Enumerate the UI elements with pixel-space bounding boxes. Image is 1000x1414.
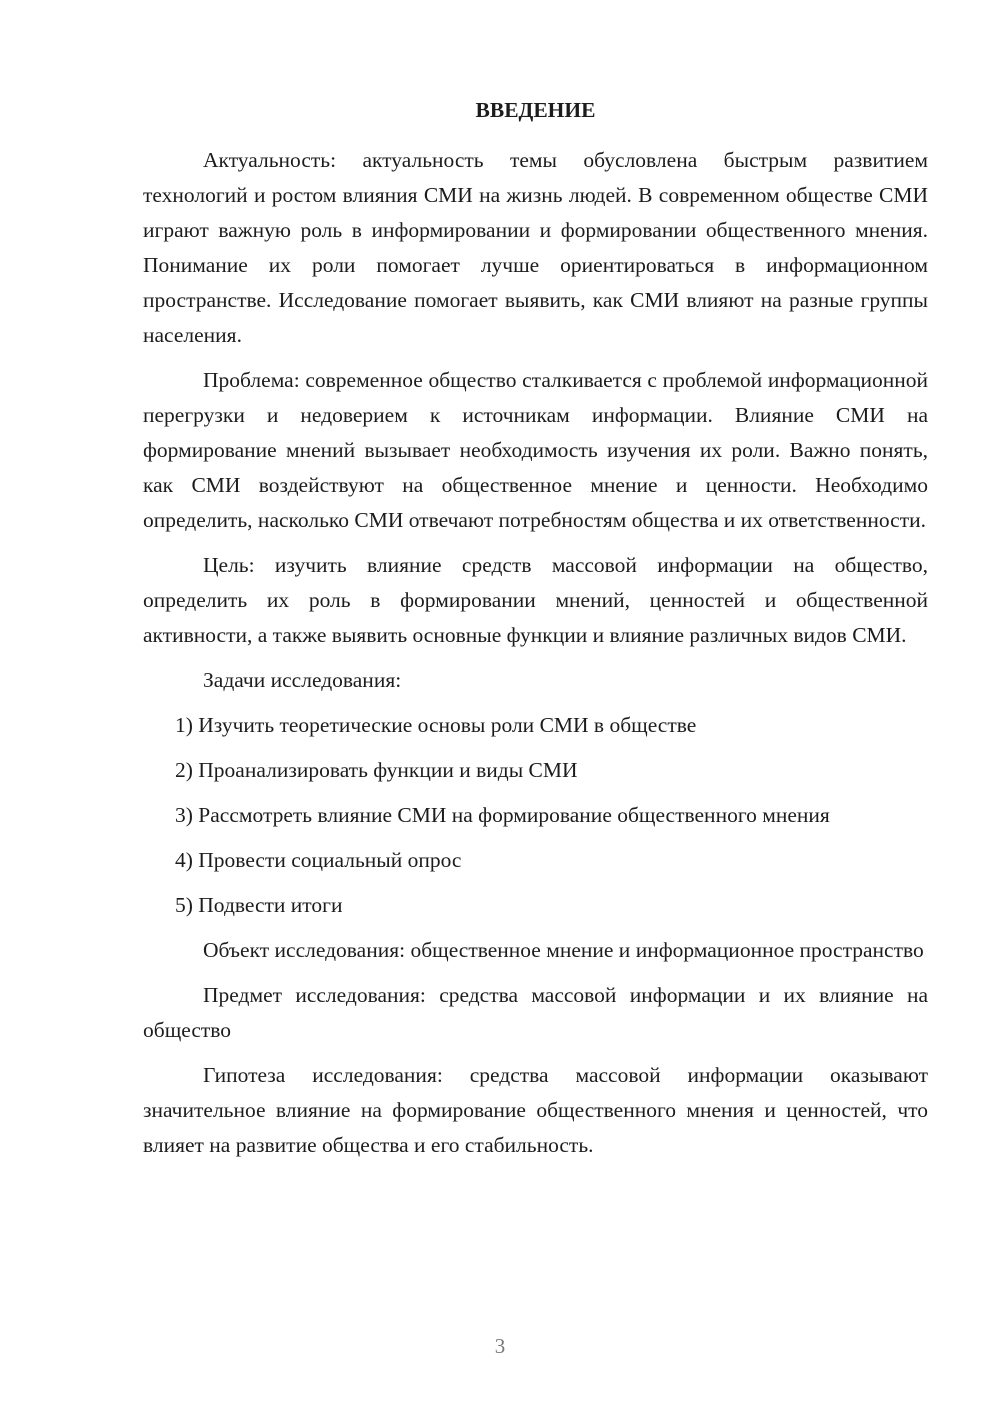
paragraph-problem: Проблема: современное общество сталкивается с проблемой информационной перегрузки и недоверием к источникам информации. Влияние СМИ на формирование мнений вызывает необходимость изучения их роли. Важно понять, как СМИ воздействуют на общественное мнение и ценности. Необходимо определить, насколько СМИ отвечают потребностям общества и их ответственности.	[143, 368, 928, 532]
page-number: 3	[494, 1334, 506, 1358]
paragraph-goal: Цель: изучить влияние средств массовой информации на общество, определить их роль в формировании мнений, ценностей и общественной активности, а также выявить основные функции и влияние различных видов СМИ.	[143, 553, 928, 647]
task-item-5: 5) Подвести итоги	[175, 893, 343, 917]
task-item-4: 4) Провести социальный опрос	[175, 848, 462, 872]
paragraph-hypothesis: Гипотеза исследования: средства массовой информации оказывают значительное влияние на формирование общественного мнения и ценностей, что влияет на развитие общества и его стабильность.	[143, 1063, 928, 1157]
task-item-3: 3) Рассмотреть влияние СМИ на формирование общественного мнения	[175, 803, 830, 827]
section-title: ВВЕДЕНИЕ	[475, 98, 596, 122]
tasks-heading: Задачи исследования:	[203, 668, 402, 692]
paragraph-subject: Предмет исследования: средства массовой информации и их влияние на общество	[143, 983, 928, 1042]
paragraph-object: Объект исследования: общественное мнение и информационное пространство	[203, 938, 924, 962]
paragraph-relevance: Актуальность: актуальность темы обусловлена быстрым развитием технологий и ростом влияния СМИ на жизнь людей. В современном обществе СМИ играют важную роль в информировании и формировании общественного мнения. Понимание их роли помогает лучше ориентироваться в информационном пространстве. Исследование помогает выявить, как СМИ влияют на разные группы населения.	[143, 148, 928, 347]
task-item-1: 1) Изучить теоретические основы роли СМИ в обществе	[175, 713, 697, 737]
task-item-2: 2) Проанализировать функции и виды СМИ	[175, 758, 578, 782]
document-page	[143, 95, 928, 1173]
